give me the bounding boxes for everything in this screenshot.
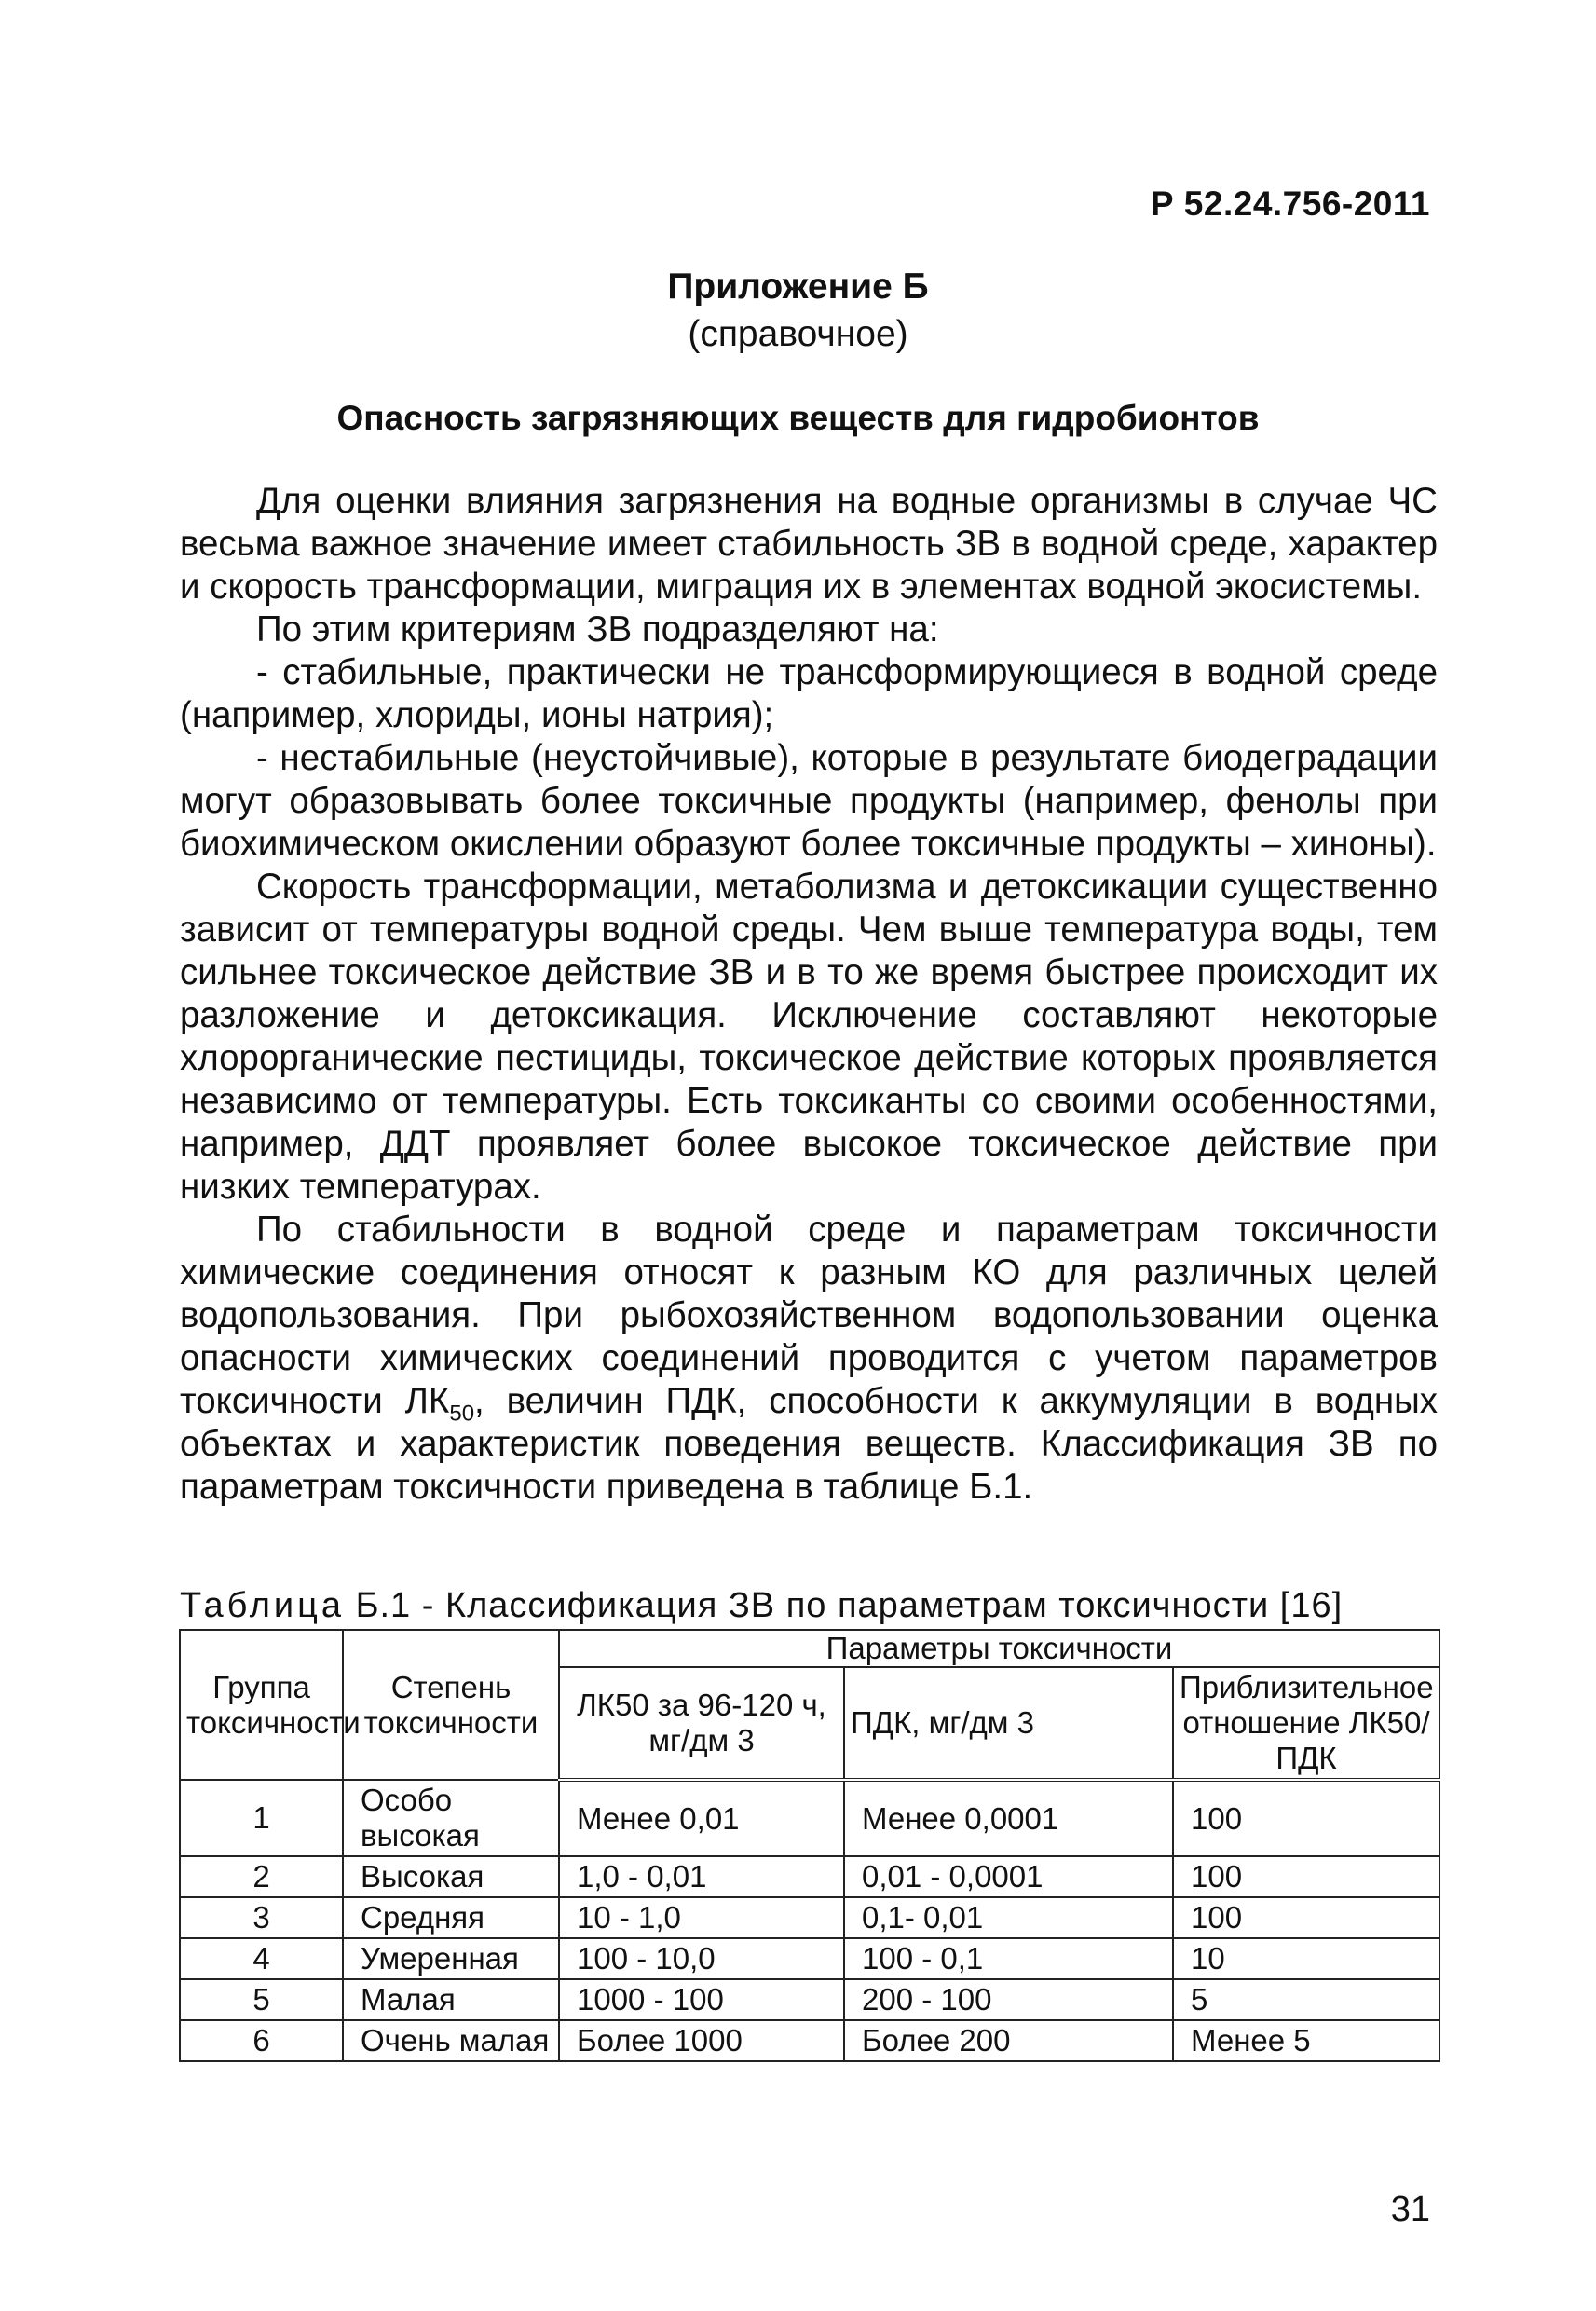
cell-pdk: Менее 0,0001	[844, 1780, 1173, 1856]
table-caption	[180, 1586, 1343, 1626]
cell-degree: Очень малая	[343, 2020, 559, 2061]
header-params: Параметры токсичности	[559, 1630, 1439, 1667]
table-row	[180, 1938, 1439, 1979]
cell-pdk: 0,01 - 0,0001	[844, 1856, 1173, 1897]
paragraph-6-subscript: 50	[449, 1401, 475, 1427]
cell-group: 5	[180, 1979, 343, 2020]
paragraph-3: - стабильные, практически не трансформирующиеся в водной среде (например, хлориды, ионы натрия);	[180, 652, 1438, 735]
cell-degree: Высокая	[343, 1856, 559, 1897]
cell-group: 6	[180, 2020, 343, 2061]
appendix-title: Приложение Б	[667, 267, 929, 307]
cell-pdk: 200 - 100	[844, 1979, 1173, 2020]
table-row	[180, 2020, 1439, 2061]
header-group: Группа токсичности	[180, 1630, 343, 1780]
paragraph-2: По этим критериям ЗВ подразделяют на:	[256, 609, 939, 650]
cell-ratio: 5	[1173, 1979, 1439, 2020]
paragraph-6	[180, 1209, 1438, 1509]
cell-ratio: 100	[1173, 1780, 1439, 1856]
cell-ratio: Менее 5	[1173, 2020, 1439, 2061]
paragraph-6-part-b: , величин ПДК, способности к аккумуляции в водных объектах и характеристик поведения веществ. Классификация ЗВ по параметрам токсичности приведена в таблице Б.1.	[180, 1381, 1439, 1507]
table-row	[180, 1856, 1439, 1897]
header-pdk: ПДК, мг/дм 3	[844, 1667, 1173, 1780]
cell-lk50: Менее 0,01	[559, 1780, 844, 1856]
table-caption-lead: Таблица	[180, 1586, 345, 1625]
cell-pdk: 100 - 0,1	[844, 1938, 1173, 1979]
document-number: Р 52.24.756-2011	[1150, 185, 1430, 223]
paragraph-6-part-a: По стабильности в водной среде и параметрам токсичности химические соединения относят к разным КО для различных целей водопользования. При рыбохозяйственном водопользовании оценка опасности химических соединений проводится с учетом параметров токсичности ЛК	[180, 1210, 1438, 1421]
cell-degree: Малая	[343, 1979, 559, 2020]
table-caption-text: Б.1 - Классификация ЗВ по параметрам токсичности [16]	[355, 1586, 1344, 1625]
section-title: Опасность загрязняющих веществ для гидробионтов	[336, 399, 1260, 437]
body-text	[180, 480, 1438, 1509]
toxicity-table	[179, 1629, 1440, 2062]
cell-lk50: Более 1000	[559, 2020, 844, 2061]
paragraph-1: Для оценки влияния загрязнения на водные организмы в случае ЧС весьма важное значение имеет стабильность ЗВ в водной среде, характер и скорость трансформации, миграция их в элементах водной экосистемы.	[180, 481, 1438, 607]
cell-group: 2	[180, 1856, 343, 1897]
cell-lk50: 1000 - 100	[559, 1979, 844, 2020]
table-row	[180, 1979, 1439, 2020]
cell-lk50: 1,0 - 0,01	[559, 1856, 844, 1897]
paragraph-5: Скорость трансформации, метаболизма и детоксикации существенно зависит от температуры водной среды. Чем выше температура воды, тем сильнее токсическое действие ЗВ и в то же время быстрее происходит их разложение и детоксикация. Исключение составляют некоторые хлорорганические пестициды, токсическое действие которых проявляется независимо от температуры. Есть токсиканты со своими особенностями, например, ДДТ проявляет более высокое токсическое действие при низких температурах.	[180, 867, 1438, 1207]
cell-lk50: 100 - 10,0	[559, 1938, 844, 1979]
cell-ratio: 100	[1173, 1897, 1439, 1938]
cell-pdk: Более 200	[844, 2020, 1173, 2061]
cell-lk50: 10 - 1,0	[559, 1897, 844, 1938]
cell-degree: Особо высокая	[343, 1780, 559, 1856]
header-degree: Степень токсичности	[343, 1630, 559, 1780]
cell-ratio: 10	[1173, 1938, 1439, 1979]
table-row	[180, 1780, 1439, 1856]
cell-group: 1	[180, 1780, 343, 1856]
cell-degree: Умеренная	[343, 1938, 559, 1979]
cell-degree: Средняя	[343, 1897, 559, 1938]
cell-pdk: 0,1- 0,01	[844, 1897, 1173, 1938]
table-row	[180, 1897, 1439, 1938]
appendix-note: (справочное)	[688, 314, 908, 354]
cell-ratio: 100	[1173, 1856, 1439, 1897]
table-header-row-1	[180, 1630, 1439, 1667]
paragraph-4: - нестабильные (неустойчивые), которые в результате биодеградации могут образовывать более токсичные продукты (например, фенолы при биохимическом окислении образуют более токсичные продукты – хиноны).	[180, 738, 1438, 864]
cell-group: 4	[180, 1938, 343, 1979]
cell-group: 3	[180, 1897, 343, 1938]
page-number: 31	[1390, 2190, 1430, 2229]
header-ratio: Приблизительное отношение ЛК50/ПДК	[1173, 1667, 1439, 1780]
header-lk50: ЛК50 за 96-120 ч, мг/дм 3	[559, 1667, 844, 1780]
